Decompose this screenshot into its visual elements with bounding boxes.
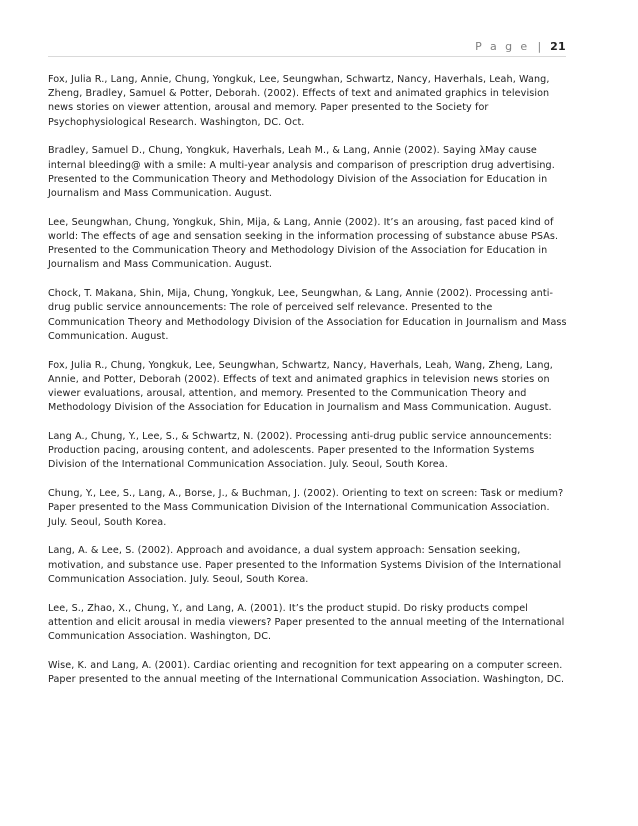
header-rule bbox=[48, 56, 566, 57]
reference-item: Lang, A. & Lee, S. (2002). Approach and avoidance, a dual system approach: Sensation seeking, motivation, and substance use. Paper presented to the Information Systems Division of the International Communication Association. July. Seoul, South Korea. bbox=[48, 545, 562, 585]
reference-item: Chung, Y., Lee, S., Lang, A., Borse, J., & Buchman, J. (2002). Orienting to text on screen: Task or medium? Paper presented to the Mass Communication Division of the International Communication Association. July. Seoul, South Korea. bbox=[48, 488, 564, 528]
reference-item: Lee, S., Zhao, X., Chung, Y., and Lang, A. (2001). It’s the product stupid. Do risky products compel attention and elicit arousal in media viewers? Paper presented to the annual meeting of the International Communication Association. Washington, DC. bbox=[48, 602, 565, 643]
reference-item: Fox, Julia R., Chung, Yongkuk, Lee, Seungwhan, Schwartz, Nancy, Haverhals, Leah, Wang, Zheng, Lang, Annie, and Potter, Deborah (2002). Effects of text and animated graphics in television news stories on viewer evaluations, arousal, attention, and memory. Presented to the Communication Theory and Methodology Division of the Association for Education in Journalism and Mass Communication. August. bbox=[48, 359, 553, 414]
reference-item: Fox, Julia R., Lang, Annie, Chung, Yongkuk, Lee, Seungwhan, Schwartz, Nancy, Haverhals, Leah, Wang, Zheng, Bradley, Samuel & Potter, Deborah. (2002). Effects of text and animated graphics in television news stories on viewer attention, arousal and memory. Paper presented to the Society for Psychophysiological Research. Washington, DC. Oct. bbox=[48, 74, 550, 128]
reference-item: Lang A., Chung, Y., Lee, S., & Schwartz, N. (2002). Processing anti-drug public service announcements: Production pacing, arousing content, and adolescents. Paper presented to the Information Systems Division of the International Communication Association. July. Seoul, South Korea. bbox=[48, 431, 552, 471]
page-header bbox=[48, 40, 566, 53]
page-separator: | bbox=[537, 40, 542, 53]
reference-item: Bradley, Samuel D., Chung, Yongkuk, Haverhals, Leah M., & Lang, Annie (2002). Saying λMay cause internal bleeding@ with a smile: A multi-year analysis and comparison of prescription drug advertising. Presented to the Communication Theory and Methodology Division of the Association for Education in Journalism and Mass Communication. August. bbox=[48, 145, 555, 200]
reference-item: Wise, K. and Lang, A. (2001). Cardiac orienting and recognition for text appearing on a computer screen. Paper presented to the annual meeting of the International Communication Association. Washington, DC. bbox=[48, 659, 565, 686]
reference-list bbox=[48, 73, 568, 702]
reference-item: Lee, Seungwhan, Chung, Yongkuk, Shin, Mija, & Lang, Annie (2002). It’s an arousing, fast paced kind of world: The effects of age and sensation seeking in the information processing of substance abuse PSAs. Presented to the Communication Theory and Methodology Division of the Association for Education in Journalism and Mass Communication. August. bbox=[48, 216, 559, 271]
page-number: 21 bbox=[550, 40, 566, 53]
reference-item: Chock, T. Makana, Shin, Mija, Chung, Yongkuk, Lee, Seungwhan, & Lang, Annie (2002). Processing anti-drug public service announcements: The role of perceived self relevance. Presented to the Communication Theory and Methodology Division of the Association for Education in Journalism and Mass Communication. August. bbox=[48, 288, 567, 342]
page-label: P a g e bbox=[475, 40, 530, 53]
